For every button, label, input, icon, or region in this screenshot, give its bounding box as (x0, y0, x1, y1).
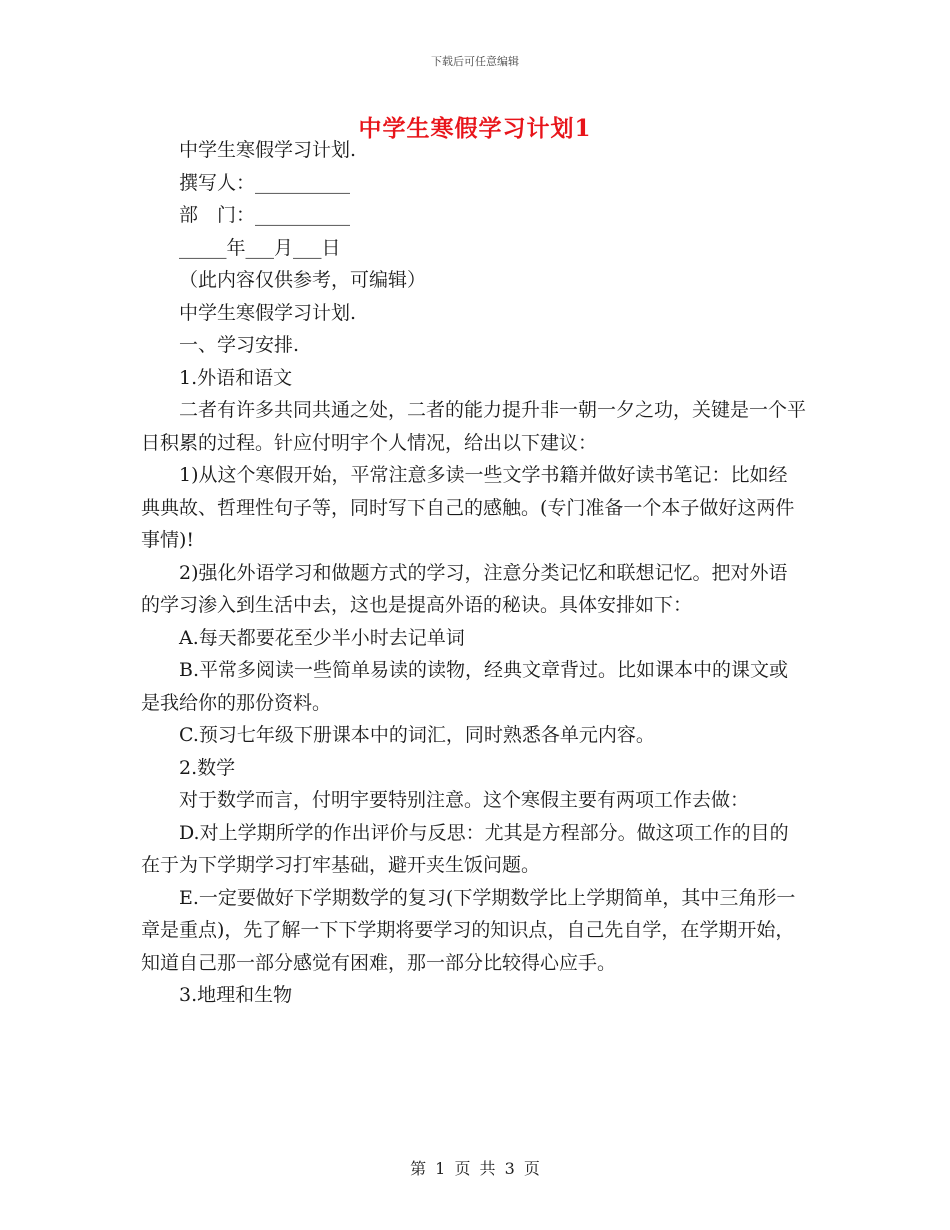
paragraph: 中学生寒假学习计划. (179, 301, 357, 324)
paragraph: （此内容仅供参考，可编辑） (179, 269, 427, 291)
paragraph: 对于数学而言，付明宇要特别注意。这个寒假主要有两项工作去做： (179, 789, 750, 811)
paragraph: 1.外语和语文 (179, 366, 293, 389)
paragraph: B.平常多阅读一些简单易读的读物，经典文章背过。比如课本中的课文或是我给你的那份资料。 (141, 659, 789, 714)
paragraph: 二者有许多共同共通之处，二者的能力提升非一朝一夕之功，关键是一个平日积累的过程。针应付明宇个人情况，给出以下建议： (141, 399, 807, 454)
paragraph: A.每天都要花至少半小时去记单词 (179, 626, 465, 649)
document-title: 中学生寒假学习计划1 (358, 115, 592, 142)
paragraph: 部 门：__________ (179, 204, 351, 226)
paragraph: 3.地理和生物 (179, 984, 293, 1006)
paragraph: 2.数学 (179, 756, 236, 779)
page-header: 下载后可任意编辑 (431, 55, 519, 68)
paragraph: 1)从这个寒假开始，平常注意多读一些文学书籍并做好读书笔记：比如经典典故、哲理性句子等，同时写下自己的感触。(专门准备一个本子做好这两件事情)! (141, 464, 795, 551)
paragraph: 一、学习安排. (179, 334, 300, 356)
document-body (141, 134, 806, 1012)
page-footer: 第 1 页 共 3 页 (410, 1159, 540, 1178)
paragraph: 中学生寒假学习计划. (179, 139, 357, 161)
paragraph: 2)强化外语学习和做题方式的学习，注意分类记忆和联想记忆。把对外语的学习渗入到生活中去，这也是提高外语的秘诀。具体安排如下： (141, 561, 788, 616)
paragraph: E.一定要做好下学期数学的复习(下学期数学比上学期简单，其中三角形一章是重点)，先了解一下下学期将要学习的知识点，自己先自学，在学期开始，知道自己那一部分感觉有困难，那一部分比较得心应手。 (141, 886, 796, 974)
paragraph: C.预习七年级下册课本中的词汇，同时熟悉各单元内容。 (179, 724, 655, 746)
paragraph: D.对上学期所学的作出评价与反思：尤其是方程部分。做这项工作的目的在于为下学期学习打牢基础，避开夹生饭问题。 (141, 821, 789, 876)
paragraph: 撰写人：__________ (179, 171, 351, 194)
paragraph: _____年___月___日 (179, 236, 341, 259)
